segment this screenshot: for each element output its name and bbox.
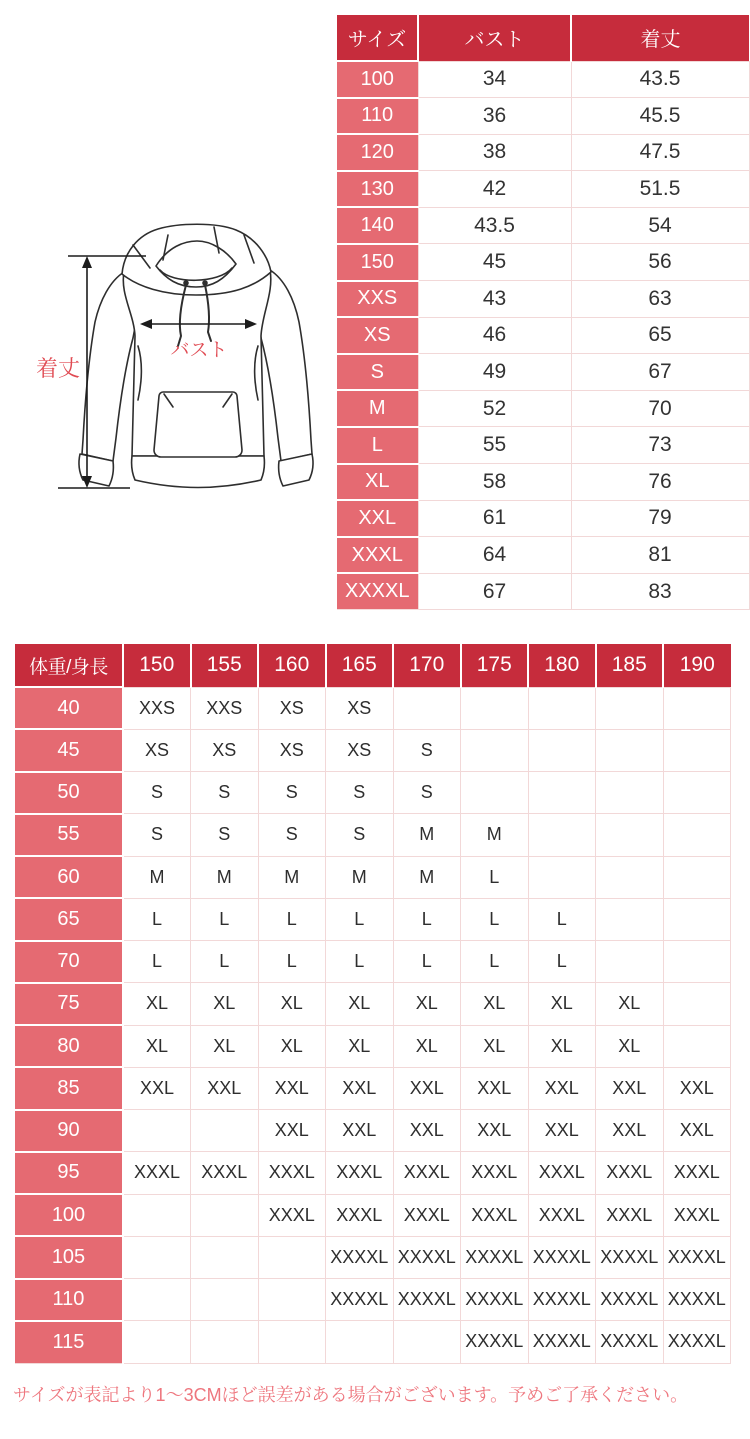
weight-header-cell: 100 [15, 1194, 123, 1236]
fit-size-cell [123, 1236, 191, 1278]
fit-size-cell [123, 1194, 191, 1236]
fit-size-cell: L [191, 941, 259, 983]
fit-size-cell: L [191, 898, 259, 940]
fit-size-cell: L [326, 941, 394, 983]
fit-size-cell [393, 687, 461, 729]
fit-size-cell: XS [258, 687, 326, 729]
bust-value-cell: 43.5 [418, 207, 571, 244]
fit-size-cell: XXL [393, 1110, 461, 1152]
fit-size-cell: XXXXL [461, 1236, 529, 1278]
fit-size-cell: L [123, 941, 191, 983]
length-measure-label: 着丈 [35, 356, 81, 381]
size-column-header: バスト [418, 15, 571, 61]
size-table-row [337, 207, 749, 244]
weight-height-corner-header: 体重/身長 [15, 644, 123, 687]
fit-size-cell: XL [528, 1025, 596, 1067]
length-value-cell: 47.5 [571, 134, 749, 171]
fit-size-cell: XXXXL [663, 1321, 731, 1363]
weight-header-cell: 65 [15, 898, 123, 940]
fit-size-cell: XXXL [258, 1194, 326, 1236]
size-table-row [337, 134, 749, 171]
size-name-cell: M [337, 390, 418, 427]
size-name-cell: 130 [337, 171, 418, 208]
hoodie-line-art [18, 220, 350, 522]
fit-size-cell: S [191, 814, 259, 856]
length-value-cell: 63 [571, 281, 749, 318]
bust-value-cell: 36 [418, 98, 571, 135]
fit-size-cell: XXXL [123, 1152, 191, 1194]
bust-value-cell: 42 [418, 171, 571, 208]
length-value-cell: 83 [571, 573, 749, 610]
fit-size-cell [191, 1194, 259, 1236]
fit-size-cell: L [528, 941, 596, 983]
size-name-cell: XXXL [337, 537, 418, 574]
size-table [337, 15, 750, 610]
fit-size-cell [123, 1279, 191, 1321]
fit-size-cell: XL [123, 983, 191, 1025]
fit-size-cell [123, 1110, 191, 1152]
weight-header-cell: 85 [15, 1067, 123, 1109]
fit-size-cell [528, 856, 596, 898]
fit-size-cell: XXXL [596, 1152, 664, 1194]
fit-size-cell: L [461, 941, 529, 983]
bust-measure-label: バスト [170, 340, 228, 361]
length-value-cell: 65 [571, 317, 749, 354]
fit-size-cell: XL [191, 983, 259, 1025]
fit-size-cell [258, 1279, 326, 1321]
length-value-cell: 67 [571, 354, 749, 391]
fit-size-cell: XXXXL [596, 1236, 664, 1278]
fit-table-row [15, 1321, 731, 1363]
fit-size-cell: S [258, 772, 326, 814]
height-column-header: 160 [258, 644, 326, 687]
size-name-cell: 110 [337, 98, 418, 135]
fit-size-cell: XL [528, 983, 596, 1025]
fit-size-cell: XL [191, 1025, 259, 1067]
fit-table-row [15, 941, 731, 983]
fit-size-cell [663, 856, 731, 898]
fit-size-cell: XXL [326, 1110, 394, 1152]
fit-size-cell: XXXXL [461, 1321, 529, 1363]
fit-size-cell: XXXL [393, 1194, 461, 1236]
fit-size-cell: XXXL [191, 1152, 259, 1194]
fit-table-body [15, 687, 731, 1363]
length-value-cell: 79 [571, 500, 749, 537]
size-table-row [337, 390, 749, 427]
fit-size-cell: XXL [461, 1067, 529, 1109]
fit-size-cell: XXXXL [393, 1279, 461, 1321]
weight-header-cell: 80 [15, 1025, 123, 1067]
fit-size-cell: S [191, 772, 259, 814]
bust-value-cell: 64 [418, 537, 571, 574]
fit-size-cell: S [393, 729, 461, 771]
fit-size-cell: XL [326, 1025, 394, 1067]
fit-size-cell [596, 729, 664, 771]
height-column-header: 190 [663, 644, 731, 687]
size-name-cell: XXS [337, 281, 418, 318]
fit-size-cell: M [393, 814, 461, 856]
fit-size-cell: S [258, 814, 326, 856]
size-name-cell: L [337, 427, 418, 464]
fit-size-cell [663, 898, 731, 940]
fit-size-cell [258, 1236, 326, 1278]
fit-table-row [15, 772, 731, 814]
bust-value-cell: 45 [418, 244, 571, 281]
fit-size-cell: XXXL [258, 1152, 326, 1194]
fit-size-cell: M [393, 856, 461, 898]
fit-size-cell [191, 1321, 259, 1363]
size-name-cell: XXL [337, 500, 418, 537]
fit-size-cell: M [191, 856, 259, 898]
hoodie-measurement-diagram [18, 220, 350, 522]
weight-header-cell: 95 [15, 1152, 123, 1194]
size-name-cell: XL [337, 464, 418, 501]
size-name-cell: 140 [337, 207, 418, 244]
fit-size-cell: XS [191, 729, 259, 771]
fit-size-cell: XXL [258, 1067, 326, 1109]
fit-size-cell: XXS [191, 687, 259, 729]
fit-size-cell: XL [461, 1025, 529, 1067]
fit-size-cell [191, 1236, 259, 1278]
fit-size-cell [191, 1110, 259, 1152]
size-table-row [337, 317, 749, 354]
fit-size-cell: XXL [123, 1067, 191, 1109]
fit-size-cell [663, 1025, 731, 1067]
fit-table-row [15, 1279, 731, 1321]
bust-value-cell: 61 [418, 500, 571, 537]
length-value-cell: 70 [571, 390, 749, 427]
fit-size-cell [596, 856, 664, 898]
size-table-row [337, 244, 749, 281]
fit-size-cell [663, 941, 731, 983]
fit-size-cell: XL [461, 983, 529, 1025]
weight-header-cell: 90 [15, 1110, 123, 1152]
fit-table-row [15, 856, 731, 898]
height-column-header: 150 [123, 644, 191, 687]
fit-size-cell: XXL [663, 1110, 731, 1152]
weight-header-cell: 45 [15, 729, 123, 771]
fit-size-cell: XXL [393, 1067, 461, 1109]
size-name-cell: 100 [337, 61, 418, 98]
fit-size-cell: XXL [528, 1067, 596, 1109]
fit-size-cell [393, 1321, 461, 1363]
fit-table-row [15, 1194, 731, 1236]
fit-size-cell: XS [123, 729, 191, 771]
height-column-header: 185 [596, 644, 664, 687]
fit-size-cell: XS [326, 687, 394, 729]
height-column-header: 165 [326, 644, 394, 687]
size-table-row [337, 427, 749, 464]
fit-table-row [15, 1067, 731, 1109]
fit-size-cell: L [258, 898, 326, 940]
fit-size-cell: M [258, 856, 326, 898]
fit-size-cell: XXXXL [528, 1321, 596, 1363]
fit-table-row [15, 1152, 731, 1194]
fit-size-cell: L [461, 898, 529, 940]
fit-size-cell: XXXXL [596, 1321, 664, 1363]
height-column-header: 170 [393, 644, 461, 687]
size-table-row [337, 98, 749, 135]
fit-size-cell [528, 729, 596, 771]
size-table-row [337, 537, 749, 574]
fit-size-cell: XXS [123, 687, 191, 729]
fit-size-cell: S [123, 814, 191, 856]
size-name-cell: 150 [337, 244, 418, 281]
fit-size-cell: XXXXL [326, 1236, 394, 1278]
fit-size-cell: M [123, 856, 191, 898]
length-value-cell: 76 [571, 464, 749, 501]
fit-table-row [15, 983, 731, 1025]
fit-size-cell [191, 1279, 259, 1321]
fit-size-cell [663, 687, 731, 729]
size-table-row [337, 61, 749, 98]
fit-size-cell: XXXXL [596, 1279, 664, 1321]
size-name-cell: XS [337, 317, 418, 354]
fit-size-cell [596, 772, 664, 814]
fit-size-cell [326, 1321, 394, 1363]
fit-size-cell: XL [123, 1025, 191, 1067]
size-column-header: 着丈 [571, 15, 749, 61]
bust-value-cell: 43 [418, 281, 571, 318]
fit-size-cell: XL [596, 983, 664, 1025]
fit-size-cell: S [123, 772, 191, 814]
weight-header-cell: 75 [15, 983, 123, 1025]
size-tolerance-note: サイズが表記より1〜3CMほど誤差がある場合がございます。予めご了承ください。 [13, 1385, 689, 1405]
fit-size-cell: XXXXL [528, 1279, 596, 1321]
fit-size-cell [596, 814, 664, 856]
height-column-header: 175 [461, 644, 529, 687]
bust-value-cell: 52 [418, 390, 571, 427]
size-table-row [337, 500, 749, 537]
fit-size-cell: XXXL [326, 1152, 394, 1194]
fit-size-cell: XXXXL [326, 1279, 394, 1321]
fit-table-row [15, 1025, 731, 1067]
bust-value-cell: 67 [418, 573, 571, 610]
fit-table-header-row [15, 644, 731, 687]
length-value-cell: 51.5 [571, 171, 749, 208]
fit-size-cell: XXXL [663, 1152, 731, 1194]
size-table-body [337, 61, 749, 610]
size-table-row [337, 281, 749, 318]
height-weight-fit-table [15, 644, 731, 1364]
bust-value-cell: 46 [418, 317, 571, 354]
fit-size-cell [461, 687, 529, 729]
fit-size-cell: XL [258, 983, 326, 1025]
fit-size-cell [663, 983, 731, 1025]
fit-table-row [15, 1236, 731, 1278]
size-column-header: サイズ [337, 15, 418, 61]
fit-size-cell: L [123, 898, 191, 940]
fit-size-cell: XXXL [596, 1194, 664, 1236]
fit-size-cell: XXXL [461, 1152, 529, 1194]
size-name-cell: S [337, 354, 418, 391]
fit-size-cell: XXL [596, 1067, 664, 1109]
weight-header-cell: 40 [15, 687, 123, 729]
size-table-row [337, 171, 749, 208]
fit-size-cell: L [393, 941, 461, 983]
fit-size-cell: XXXXL [528, 1236, 596, 1278]
fit-size-cell [596, 898, 664, 940]
fit-size-cell [663, 772, 731, 814]
fit-size-cell: XXL [596, 1110, 664, 1152]
size-table-header-row [337, 15, 749, 61]
weight-header-cell: 70 [15, 941, 123, 983]
length-value-cell: 43.5 [571, 61, 749, 98]
fit-size-cell [461, 729, 529, 771]
fit-size-cell: XXXL [461, 1194, 529, 1236]
fit-size-cell: XXL [528, 1110, 596, 1152]
fit-size-cell: XS [258, 729, 326, 771]
fit-size-cell: XL [393, 1025, 461, 1067]
height-column-header: 180 [528, 644, 596, 687]
fit-size-cell: L [393, 898, 461, 940]
fit-size-cell [663, 814, 731, 856]
fit-size-cell: S [326, 772, 394, 814]
fit-size-cell: L [258, 941, 326, 983]
fit-size-cell: XS [326, 729, 394, 771]
fit-table-row [15, 1110, 731, 1152]
fit-size-cell [596, 941, 664, 983]
fit-size-cell: XXXXL [663, 1279, 731, 1321]
size-table-row [337, 573, 749, 610]
size-name-cell: 120 [337, 134, 418, 171]
fit-size-cell: XL [596, 1025, 664, 1067]
fit-size-cell: M [326, 856, 394, 898]
height-column-header: 155 [191, 644, 259, 687]
fit-size-cell [528, 772, 596, 814]
fit-size-cell: S [326, 814, 394, 856]
fit-size-cell: XXXL [393, 1152, 461, 1194]
fit-size-cell: XXXL [528, 1152, 596, 1194]
length-value-cell: 54 [571, 207, 749, 244]
fit-size-cell: M [461, 814, 529, 856]
fit-size-cell: XXL [258, 1110, 326, 1152]
fit-size-cell: XXL [326, 1067, 394, 1109]
weight-header-cell: 115 [15, 1321, 123, 1363]
fit-table-row [15, 729, 731, 771]
fit-size-cell [461, 772, 529, 814]
fit-table-row [15, 687, 731, 729]
bust-value-cell: 49 [418, 354, 571, 391]
fit-size-cell: L [326, 898, 394, 940]
fit-size-cell: L [528, 898, 596, 940]
fit-size-cell: XXL [191, 1067, 259, 1109]
bust-value-cell: 58 [418, 464, 571, 501]
fit-size-cell: S [393, 772, 461, 814]
fit-size-cell [258, 1321, 326, 1363]
length-value-cell: 45.5 [571, 98, 749, 135]
fit-size-cell: XXXXL [461, 1279, 529, 1321]
bust-value-cell: 34 [418, 61, 571, 98]
weight-header-cell: 60 [15, 856, 123, 898]
fit-size-cell: XXXXL [663, 1236, 731, 1278]
fit-size-cell [663, 729, 731, 771]
fit-size-cell: XXXL [663, 1194, 731, 1236]
size-table-row [337, 464, 749, 501]
weight-header-cell: 110 [15, 1279, 123, 1321]
length-value-cell: 73 [571, 427, 749, 464]
fit-size-cell: L [461, 856, 529, 898]
bust-value-cell: 38 [418, 134, 571, 171]
fit-size-cell: XL [326, 983, 394, 1025]
fit-size-cell: XXL [461, 1110, 529, 1152]
size-name-cell: XXXXL [337, 573, 418, 610]
weight-header-cell: 55 [15, 814, 123, 856]
fit-table-row [15, 898, 731, 940]
length-value-cell: 81 [571, 537, 749, 574]
fit-size-cell: XXXL [528, 1194, 596, 1236]
size-table-row [337, 354, 749, 391]
weight-header-cell: 105 [15, 1236, 123, 1278]
fit-size-cell: XXXXL [393, 1236, 461, 1278]
fit-size-cell [123, 1321, 191, 1363]
fit-table-row [15, 814, 731, 856]
fit-size-cell: XXXL [326, 1194, 394, 1236]
weight-header-cell: 50 [15, 772, 123, 814]
bust-value-cell: 55 [418, 427, 571, 464]
fit-size-cell: XL [258, 1025, 326, 1067]
fit-size-cell [596, 687, 664, 729]
fit-size-cell [528, 687, 596, 729]
fit-size-cell: XL [393, 983, 461, 1025]
fit-size-cell: XXL [663, 1067, 731, 1109]
fit-size-cell [528, 814, 596, 856]
length-value-cell: 56 [571, 244, 749, 281]
